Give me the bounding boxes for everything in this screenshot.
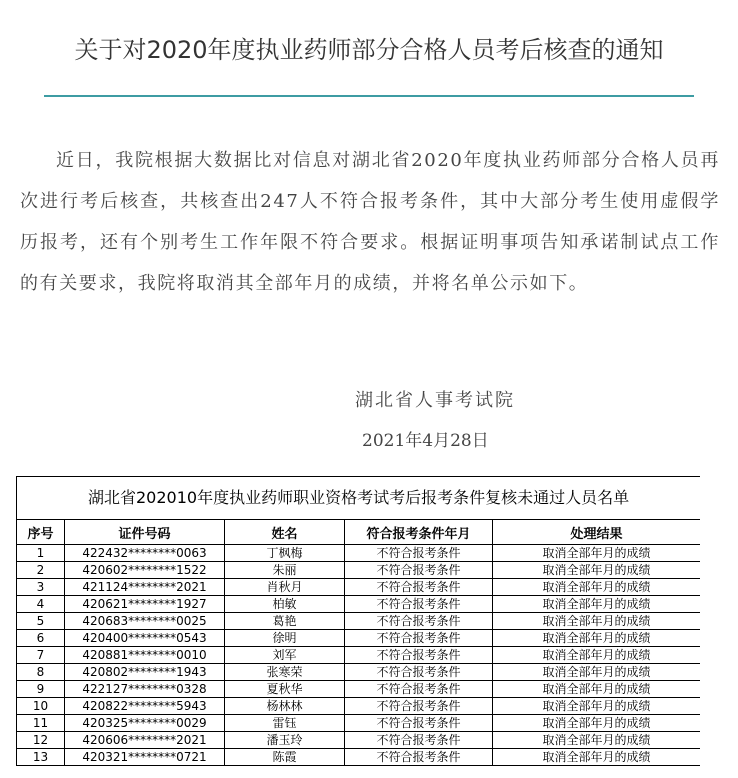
cell-index: 9 (17, 681, 65, 698)
cell-result: 取消全部年月的成绩 (493, 545, 701, 562)
cell-result: 取消全部年月的成绩 (493, 698, 701, 715)
cell-name: 朱丽 (225, 562, 345, 579)
cell-eligibility: 不符合报考条件 (345, 749, 493, 766)
cell-result: 取消全部年月的成绩 (493, 664, 701, 681)
header-result: 处理结果 (493, 520, 701, 545)
cell-result: 取消全部年月的成绩 (493, 681, 701, 698)
cell-result: 取消全部年月的成绩 (493, 579, 701, 596)
notice-body: 近日，我院根据大数据比对信息对湖北省2020年度执业药师部分合格人员再次进行考后核查，共核查出247人不符合报考条件，其中大部分考生使用虚假学历报考，还有个别考生工作年限不符合要求。根据证明事项告知承诺制试点工作的有关要求，我院将取消其全部年月的成绩，并将名单公示如下。 (20, 150, 720, 294)
table-row (17, 664, 701, 681)
cell-eligibility: 不符合报考条件 (345, 613, 493, 630)
cell-index: 2 (17, 562, 65, 579)
name-list-table (16, 476, 700, 766)
cell-name: 柏敏 (225, 596, 345, 613)
cell-result: 取消全部年月的成绩 (493, 647, 701, 664)
cell-index: 5 (17, 613, 65, 630)
cell-id-number: 420325********0029 (65, 715, 225, 732)
table-row (17, 732, 701, 749)
table-header-row (17, 520, 701, 545)
cell-id-number: 420822********5943 (65, 698, 225, 715)
cell-result: 取消全部年月的成绩 (493, 613, 701, 630)
table-row (17, 630, 701, 647)
table-row (17, 647, 701, 664)
header-id-number: 证件号码 (65, 520, 225, 545)
cell-eligibility: 不符合报考条件 (345, 681, 493, 698)
cell-result: 取消全部年月的成绩 (493, 732, 701, 749)
cell-index: 1 (17, 545, 65, 562)
cell-id-number: 422432********0063 (65, 545, 225, 562)
cell-result: 取消全部年月的成绩 (493, 749, 701, 766)
cell-name: 夏秋华 (225, 681, 345, 698)
table-row (17, 579, 701, 596)
name-list-table-container (16, 476, 700, 778)
cell-name: 杨林林 (225, 698, 345, 715)
cell-eligibility: 不符合报考条件 (345, 664, 493, 681)
signature-date: 2021年4月28日 (362, 431, 489, 451)
cell-eligibility: 不符合报考条件 (345, 630, 493, 647)
cell-name: 徐明 (225, 630, 345, 647)
cell-name: 张寒荣 (225, 664, 345, 681)
cell-index: 3 (17, 579, 65, 596)
cell-index: 12 (17, 732, 65, 749)
cell-result: 取消全部年月的成绩 (493, 630, 701, 647)
cell-id-number: 420400********0543 (65, 630, 225, 647)
table-caption: 湖北省202010年度执业药师职业资格考试考后报考条件复核未通过人员名单 (17, 477, 701, 520)
table-row (17, 596, 701, 613)
cell-id-number: 420683********0025 (65, 613, 225, 630)
cell-id-number: 420621********1927 (65, 596, 225, 613)
cell-index: 11 (17, 715, 65, 732)
cell-name: 肖秋月 (225, 579, 345, 596)
cell-eligibility: 不符合报考条件 (345, 715, 493, 732)
cell-index: 6 (17, 630, 65, 647)
cell-name: 陈霞 (225, 749, 345, 766)
cell-index: 8 (17, 664, 65, 681)
cell-name: 刘军 (225, 647, 345, 664)
cell-index: 7 (17, 647, 65, 664)
cell-result: 取消全部年月的成绩 (493, 715, 701, 732)
cell-index: 10 (17, 698, 65, 715)
notice-title: 关于对2020年度执业药师部分合格人员考后核查的通知 (74, 36, 664, 64)
cell-result: 取消全部年月的成绩 (493, 562, 701, 579)
table-row (17, 562, 701, 579)
table-row (17, 613, 701, 630)
cell-eligibility: 不符合报考条件 (345, 545, 493, 562)
table-row (17, 749, 701, 766)
cell-index: 4 (17, 596, 65, 613)
table-row (17, 681, 701, 698)
cell-name: 丁枫梅 (225, 545, 345, 562)
cell-eligibility: 不符合报考条件 (345, 647, 493, 664)
cell-index: 13 (17, 749, 65, 766)
cell-id-number: 421124********2021 (65, 579, 225, 596)
cell-eligibility: 不符合报考条件 (345, 562, 493, 579)
table-body (17, 545, 701, 766)
header-eligibility: 符合报考条件年月 (345, 520, 493, 545)
cell-id-number: 422127********0328 (65, 681, 225, 698)
cell-id-number: 420881********0010 (65, 647, 225, 664)
header-name: 姓名 (225, 520, 345, 545)
cell-name: 潘玉玲 (225, 732, 345, 749)
cell-eligibility: 不符合报考条件 (345, 579, 493, 596)
cell-id-number: 420602********1522 (65, 562, 225, 579)
cell-eligibility: 不符合报考条件 (345, 596, 493, 613)
cell-id-number: 420606********2021 (65, 732, 225, 749)
table-row (17, 715, 701, 732)
table-row (17, 698, 701, 715)
title-divider (44, 95, 694, 97)
signature-organization: 湖北省人事考试院 (355, 390, 515, 411)
header-index: 序号 (17, 520, 65, 545)
cell-eligibility: 不符合报考条件 (345, 698, 493, 715)
table-row (17, 545, 701, 562)
cell-name: 葛艳 (225, 613, 345, 630)
cell-result: 取消全部年月的成绩 (493, 596, 701, 613)
cell-id-number: 420321********0721 (65, 749, 225, 766)
cell-name: 雷钰 (225, 715, 345, 732)
cell-id-number: 420802********1943 (65, 664, 225, 681)
cell-eligibility: 不符合报考条件 (345, 732, 493, 749)
